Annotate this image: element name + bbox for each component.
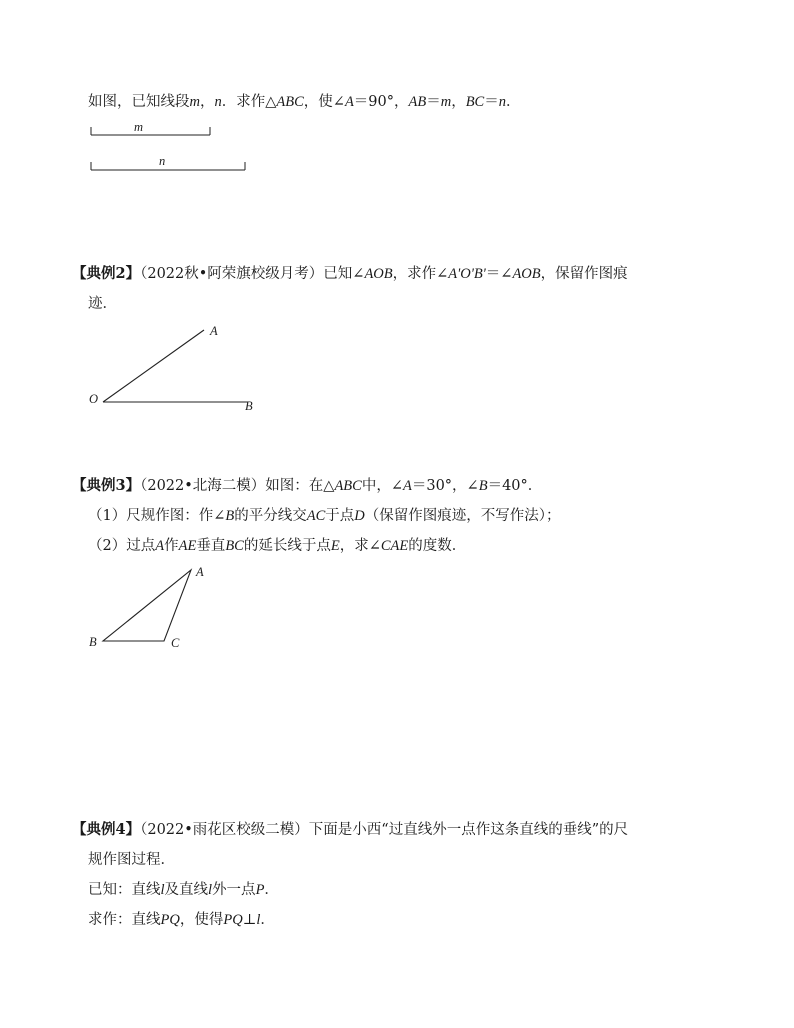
text: （保留作图痕迹，不写作法）； xyxy=(364,508,561,524)
var-bc: BC xyxy=(465,94,485,110)
var-n: n xyxy=(498,94,506,110)
text: ， xyxy=(451,94,466,110)
var-abc: ABC xyxy=(334,478,362,494)
text: ＝ xyxy=(484,94,499,110)
var-a: A xyxy=(155,538,165,554)
var-aob-prime: A'O'B' xyxy=(448,266,486,282)
var-ab: AB xyxy=(408,94,427,110)
text: （1）尺规作图：作∠ xyxy=(88,508,226,524)
var-ac: AC xyxy=(306,508,326,524)
var-cae: CAE xyxy=(380,538,409,554)
text: 迹． xyxy=(88,296,117,312)
point-label-b: B xyxy=(245,399,253,413)
var-m: m xyxy=(440,94,452,110)
text: ，求∠ xyxy=(339,538,381,554)
point-label-o: O xyxy=(89,392,99,406)
text: 垂直 xyxy=(196,538,226,554)
text: ， xyxy=(199,94,215,110)
text: 规作图过程． xyxy=(88,852,175,868)
var-aob: AOB xyxy=(364,266,393,282)
var-l: l xyxy=(256,912,261,928)
text: （2022秋•阿荣旗校级月考）已知∠ xyxy=(140,266,365,282)
text: 求作：直线 xyxy=(88,912,161,928)
var-aob: AOB xyxy=(512,266,541,282)
text: 及直线 xyxy=(164,882,209,898)
var-pq: PQ xyxy=(223,912,243,928)
text: ． xyxy=(505,94,521,110)
var-a: A xyxy=(403,478,412,494)
text: ＝90°， xyxy=(353,94,409,110)
example-3-statement xyxy=(72,476,542,496)
var-a: A xyxy=(344,94,354,110)
example-tag: 【典例4】 xyxy=(72,821,141,838)
point-label-a: A xyxy=(210,324,218,338)
text: 作 xyxy=(164,538,179,554)
segment-n xyxy=(91,162,245,170)
var-p: P xyxy=(255,882,265,898)
triangle-abc xyxy=(103,570,191,641)
segment-m xyxy=(91,127,210,135)
point-label-a: A xyxy=(196,565,204,579)
text: ，求作∠ xyxy=(392,266,449,282)
example-4-statement-cont xyxy=(88,850,175,870)
example-2-statement xyxy=(72,264,628,284)
var-pq: PQ xyxy=(160,912,180,928)
point-label-b: B xyxy=(89,635,97,649)
example-3-question-2 xyxy=(88,536,466,556)
text: 的平分线交 xyxy=(234,508,307,524)
var-abc: ABC xyxy=(276,94,304,110)
text: 于点 xyxy=(325,508,355,524)
text: ． xyxy=(264,882,279,898)
var-ae: AE xyxy=(178,538,197,554)
segment-m-label: m xyxy=(134,120,144,134)
var-b: B xyxy=(478,478,488,494)
text: ，使∠ xyxy=(303,94,345,110)
text: （2022•北海二模）如图：在△ xyxy=(140,478,335,494)
text: 的延长线于点 xyxy=(243,538,331,554)
text: 外一点 xyxy=(212,882,256,898)
text: ＝30°，∠ xyxy=(411,478,479,494)
example-4-statement xyxy=(72,820,628,840)
example-tag: 【典例3】 xyxy=(72,477,141,494)
text: 的度数． xyxy=(408,538,467,554)
text: 中，∠ xyxy=(361,478,403,494)
text: ． xyxy=(260,912,275,928)
text: ．求作△ xyxy=(221,94,277,110)
var-b: B xyxy=(225,508,235,524)
example-2-statement-cont xyxy=(88,294,117,314)
var-l: l xyxy=(160,882,165,898)
var-m: m xyxy=(189,94,200,110)
var-l: l xyxy=(208,882,213,898)
var-e: E xyxy=(330,538,340,554)
text: （2022•雨花区校级二模）下面是小西“过直线外一点作这条直线的垂线”的尺 xyxy=(140,822,629,838)
text: ＝∠ xyxy=(485,266,513,282)
var-n: n xyxy=(214,94,222,110)
text: ，使得 xyxy=(179,912,224,928)
point-label-c: C xyxy=(171,636,180,650)
angle-aob xyxy=(103,330,248,402)
text: 如图，已知线段 xyxy=(88,94,190,110)
segment-n-label: n xyxy=(159,154,166,168)
var-bc: BC xyxy=(225,538,244,554)
text: ，保留作图痕 xyxy=(540,266,628,282)
text: ＝40°． xyxy=(487,478,543,494)
text: ＝ xyxy=(426,94,441,110)
text: 已知：直线 xyxy=(88,882,161,898)
perpendicular-symbol: ⊥ xyxy=(242,912,257,928)
example-4-required xyxy=(88,910,275,930)
example-3-question-1 xyxy=(88,506,561,526)
example-4-given xyxy=(88,880,279,900)
text: （2）过点 xyxy=(88,538,156,554)
example-tag: 【典例2】 xyxy=(72,265,141,282)
var-d: D xyxy=(354,508,365,524)
